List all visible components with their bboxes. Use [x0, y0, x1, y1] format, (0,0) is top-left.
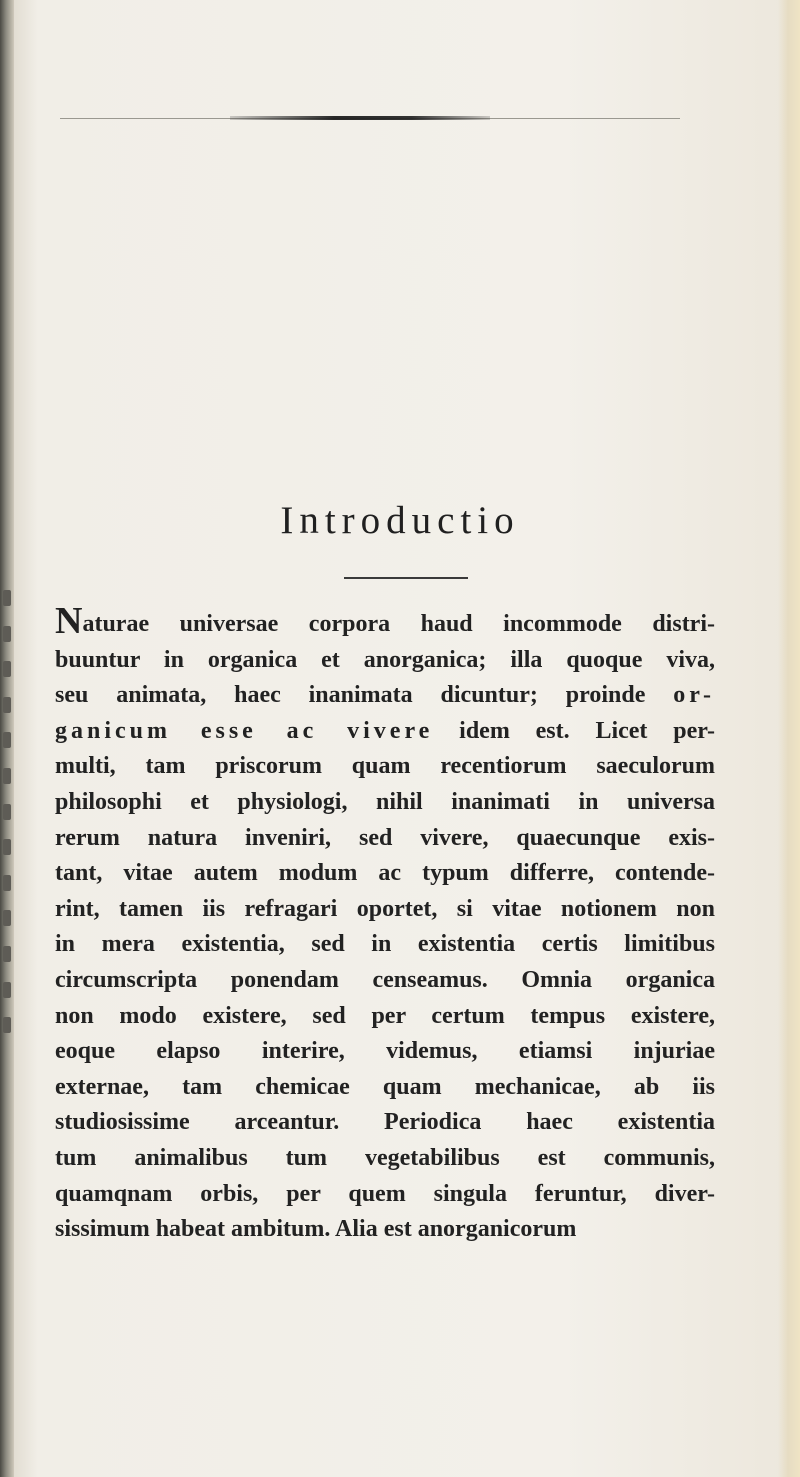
page-edge — [778, 0, 800, 1477]
text-line: tum animalibus tum vegetabilibus est communis, — [55, 1144, 715, 1171]
text-line: buuntur in organica et anorganica; illa quoque viva, — [55, 646, 715, 673]
body-paragraph — [55, 600, 716, 1248]
text-line: seu animata, haec inanimata dicuntur; proinde or- — [55, 682, 715, 709]
text-line: externae, tam chemicae quam mechanicae, ab iis — [55, 1073, 715, 1100]
text-line: studiosissime arceantur. Periodica haec existentia — [55, 1109, 715, 1136]
text-line: tant, vitae autem modum ac typum differre, contende- — [55, 860, 715, 887]
text-line: multi, tam priscorum quam recentiorum saeculorum — [55, 753, 715, 780]
header-ornament-rule — [230, 116, 490, 120]
margin-bleed-marks — [0, 590, 16, 1050]
text-line: eoque elapso interire, videmus, etiamsi injuriae — [55, 1038, 715, 1065]
initial-letter: N — [55, 600, 83, 642]
text-line: rerum natura inveniri, sed vivere, quaecunque exis- — [55, 824, 715, 851]
chapter-title: Introductio — [280, 499, 520, 542]
text-line: in mera existentia, sed in existentia certis limitibus — [55, 931, 715, 958]
title-rule — [344, 577, 468, 579]
text-line: ganicum esse ac vivere idem est. Licet per- — [55, 717, 716, 744]
text-line: quamqnam orbis, per quem singula feruntur, diver- — [55, 1180, 715, 1207]
text-line: Naturae universae corpora haud incommode distri- — [55, 600, 715, 642]
text-line: circumscripta ponendam censeamus. Omnia organica — [55, 966, 715, 993]
text-line: rint, tamen iis refragari oportet, si vitae notionem non — [55, 895, 715, 922]
text-line: philosophi et physiologi, nihil inanimati in universa — [55, 788, 715, 815]
text-line: sissimum habeat ambitum. Alia est anorganicorum — [55, 1216, 577, 1243]
text-line: non modo existere, sed per certum tempus existere, — [55, 1002, 715, 1029]
